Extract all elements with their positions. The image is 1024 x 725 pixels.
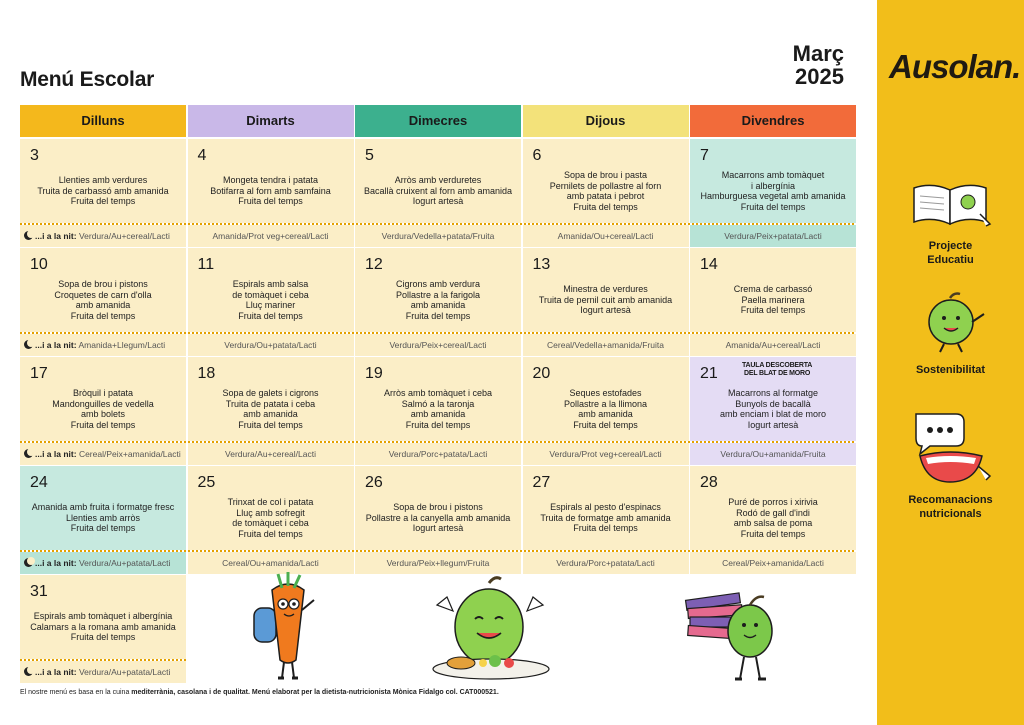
- meal-list: [525, 502, 687, 534]
- meal-line: Fruita del temps: [740, 528, 806, 539]
- meal-list: [692, 284, 854, 316]
- day-cell: [20, 466, 186, 550]
- meal-list: [190, 175, 352, 207]
- meal-line: Puré de porros i xirivia: [728, 497, 818, 507]
- meal-line: amb amanida: [410, 409, 466, 419]
- meal-line: Iogurt artesà: [747, 419, 799, 430]
- footer-bold: mediterrània, casolana i de qualitat. Menú elaborat per la dietista-nutricionista Mònica Fidalgo col. CAT000521.: [131, 689, 499, 696]
- night-label: ...i a la nit:: [35, 340, 77, 350]
- speech-mouth-icon: [906, 408, 996, 484]
- day-cell: [690, 357, 856, 441]
- dinner-suggestion: [355, 334, 521, 356]
- meal-line: Pollastre a la canyella amb amanida: [365, 512, 511, 523]
- dinner-suggestion: [188, 443, 354, 465]
- meal-line: Rodó de gall d'indi: [736, 507, 810, 518]
- apple-eating-salad-icon: [425, 575, 555, 687]
- meal-line: Arròs amb tomàquet i ceba: [383, 388, 493, 398]
- day-cell: [20, 139, 186, 223]
- weekday-header-row: [20, 105, 854, 137]
- moon-icon: [24, 449, 33, 458]
- moon-icon: [24, 558, 33, 567]
- meal-line: de tomàquet i ceba: [232, 289, 309, 300]
- meal-line: Espirals amb tomàquet i albergínia: [33, 611, 173, 622]
- dinner-suggestion: [690, 225, 856, 247]
- meal-line: Iogurt artesà: [412, 523, 464, 534]
- meal-list: [525, 284, 687, 316]
- meal-line: Bròquil i patata: [72, 388, 134, 398]
- meal-line: Cigrons amb verdura: [395, 279, 481, 289]
- brand-sidebar: [877, 0, 1024, 725]
- meal-line: Truita de pernil cuit amb amanida: [538, 294, 673, 305]
- meal-line: Fruita del temps: [573, 523, 638, 534]
- meal-line: Mongeta tendra i patata: [222, 175, 319, 186]
- meal-line: Macarrons al formatge: [727, 388, 819, 398]
- dinner-suggestion: [523, 225, 689, 247]
- meal-line: i albergínia: [750, 180, 796, 191]
- dinner-suggestion-text: Verdura/Vedella+patata/Fruita: [381, 231, 495, 241]
- meal-list: [22, 279, 184, 321]
- meal-list: [357, 279, 519, 321]
- day-number: 26: [365, 474, 383, 491]
- day-cell: [20, 248, 186, 332]
- recomanacions-label: Recomanacions nutricionals: [908, 494, 993, 520]
- meal-line: Pollastre a la llimona: [563, 398, 648, 409]
- day-cell: [523, 466, 689, 550]
- meal-line: Amanida amb fruita i formatge fresc: [31, 502, 175, 513]
- meal-line: Fruita del temps: [405, 419, 471, 430]
- dinner-suggestion: [20, 661, 186, 683]
- day-cell: [690, 248, 856, 332]
- dinner-suggestion-text: Verdura/Au+patata/Lacti: [78, 667, 171, 677]
- meal-line: Minestra de verdures: [563, 284, 648, 295]
- meal-list: [22, 388, 184, 430]
- day-cell: [188, 357, 354, 441]
- meal-list: [190, 388, 352, 430]
- dinner-suggestion-text: Cereal/Ou+amanida/Lacti: [222, 558, 319, 568]
- month-label: Març: [792, 41, 844, 66]
- meal-list: [692, 170, 854, 212]
- meal-line: Iogurt artesà: [580, 305, 631, 316]
- dinner-suggestion: [20, 443, 186, 465]
- apple-carrying-books-icon: [680, 575, 780, 687]
- day-number: 17: [30, 365, 48, 382]
- night-label: ...i a la nit:: [35, 231, 77, 241]
- meal-line: Sopa de brou i pistons: [58, 279, 148, 289]
- dinner-suggestion: [355, 552, 521, 574]
- meal-line: Mandonguilles de vedella: [52, 398, 154, 409]
- meal-line: Fruita del temps: [70, 523, 136, 534]
- day-cell: [355, 357, 521, 441]
- meal-line: Macarrons amb tomàquet: [721, 170, 825, 180]
- day-number: 18: [197, 365, 216, 382]
- dinner-suggestion-text: Amanida/Au+cereal/Lacti: [725, 340, 821, 350]
- meal-line: Seques estofades: [569, 388, 642, 398]
- day-number: 19: [365, 365, 383, 382]
- day-number: 10: [30, 256, 48, 273]
- dinner-suggestion: [523, 443, 689, 465]
- day-number: 27: [532, 474, 551, 491]
- month-year: [740, 42, 844, 88]
- day-cell: [690, 139, 856, 223]
- meal-line: Paella marinera: [741, 294, 805, 305]
- day-cell: [355, 248, 521, 332]
- dinner-suggestion-text: Verdura/Porc+patata/Lacti: [388, 449, 488, 459]
- dinner-suggestion-text: Verdura/Ou+patata/Lacti: [224, 340, 317, 350]
- day-number: 5: [365, 147, 374, 164]
- meal-list: [357, 502, 519, 534]
- meal-line: Sopa de brou i pistons: [393, 502, 483, 513]
- meal-line: Fruita del temps: [405, 310, 471, 321]
- meal-line: Fruita del temps: [238, 528, 303, 539]
- meal-line: Fruita del temps: [70, 632, 136, 643]
- day-number: 14: [700, 256, 718, 273]
- dinner-suggestion-text: Cereal/Vedella+amanida/Fruita: [547, 340, 664, 350]
- meal-line: Lluç mariner: [245, 300, 296, 310]
- meal-list: [357, 175, 519, 207]
- meal-list: [525, 170, 687, 212]
- meal-list: [22, 611, 184, 643]
- day-number: 13: [532, 256, 551, 273]
- book-icon: [906, 180, 996, 230]
- sostenibilitat-label: Sostenibilitat: [915, 364, 986, 376]
- meal-line: Llenties amb verdures: [58, 175, 148, 186]
- meal-line: Pollastre a la farigola: [395, 289, 481, 300]
- dinner-suggestion: [690, 443, 856, 465]
- meal-line: Botifarra al forn amb samfaina: [210, 185, 331, 196]
- sostenibilitat-link[interactable]: [877, 292, 1024, 377]
- dinner-suggestion-text: Verdura/Au+cereal/Lacti: [225, 449, 316, 459]
- meal-line: Calamars a la romana amb amanida: [30, 621, 176, 632]
- meal-list: [22, 175, 184, 207]
- meal-line: Arròs amb verduretes: [394, 175, 482, 186]
- dinner-suggestion-text: Verdura/Prot veg+cereal/Lacti: [549, 449, 662, 459]
- meal-line: amb salsa de poma: [733, 518, 813, 528]
- meal-line: amb amanida: [578, 409, 633, 419]
- dinner-suggestion-text: Verdura/Ou+amanida/Fruita: [720, 449, 826, 459]
- meal-line: amb amanida: [243, 409, 298, 419]
- day-number: 24: [30, 474, 48, 491]
- day-cell: [523, 139, 689, 223]
- meal-list: [22, 502, 184, 534]
- day-cell: [355, 139, 521, 223]
- night-label: ...i a la nit:: [35, 449, 77, 459]
- dinner-suggestion: [690, 552, 856, 574]
- meal-line: Llenties amb arròs: [65, 512, 141, 523]
- meal-list: [692, 388, 854, 430]
- day-cell: [20, 575, 186, 659]
- dinner-suggestion-text: Amanida/Ou+cereal/Lacti: [557, 231, 654, 241]
- meal-list: [190, 279, 352, 321]
- footer-prefix: El nostre menú es basa en la cuina: [20, 689, 132, 696]
- day-number: 12: [365, 256, 383, 273]
- meal-line: Espirals al pesto d'espinacs: [550, 502, 661, 513]
- dinner-suggestion: [20, 334, 186, 356]
- dinner-suggestion-text: Verdura/Au+cereal/Lacti: [78, 231, 170, 241]
- meal-line: Truita de formatge amb amanida: [540, 512, 671, 523]
- meal-line: Salmó a la taronja: [401, 398, 475, 409]
- night-label: ...i a la nit:: [35, 558, 77, 568]
- meal-line: Bacallà cruixent al forn amb amanida: [363, 185, 513, 196]
- meal-line: Sopa de brou i pasta: [563, 170, 648, 180]
- weekday-header-dijous: Dijous: [523, 105, 689, 137]
- weekday-header-dimecres: Dimecres: [355, 105, 521, 137]
- dinner-suggestion: [355, 225, 521, 247]
- day-number: 4: [197, 147, 207, 164]
- moon-icon: [24, 231, 33, 240]
- meal-line: amb amanida: [410, 300, 466, 310]
- meal-line: Fruita del temps: [573, 201, 638, 212]
- day-number: 25: [197, 474, 216, 491]
- day-cell: [188, 139, 354, 223]
- night-label: ...i a la nit:: [35, 667, 77, 677]
- day-cell: [20, 357, 186, 441]
- day-cell: [523, 357, 689, 441]
- dinner-suggestion-text: Cereal/Peix+amanida/Lacti: [722, 558, 824, 568]
- meal-line: Iogurt artesà: [412, 196, 464, 207]
- meal-list: [692, 497, 854, 539]
- meal-line: Fruita del temps: [238, 419, 303, 430]
- dinner-suggestion-text: Amanida/Prot veg+cereal/Lacti: [212, 231, 329, 241]
- page-title: Menú Escolar: [20, 68, 155, 91]
- meal-line: Croquetes de carn d'olla: [54, 289, 152, 300]
- dinner-suggestion-text: Verdura/Peix+llegum/Fruita: [386, 558, 490, 568]
- dinner-suggestion-text: Cereal/Peix+amanida/Lacti: [78, 449, 181, 459]
- meal-line: Fruita del temps: [70, 419, 136, 430]
- meal-line: Fruita del temps: [70, 196, 136, 207]
- meal-line: Trinxat de col i patata: [227, 497, 314, 507]
- day-number: 6: [532, 147, 542, 164]
- dinner-suggestion: [523, 334, 689, 356]
- meal-line: Espirals amb salsa: [232, 279, 309, 289]
- dinner-suggestion-text: Verdura/Au+patata/Lacti: [78, 558, 171, 568]
- meal-line: Sopa de galets i cigrons: [222, 388, 319, 398]
- meal-list: [190, 497, 352, 539]
- meal-line: Bunyols de bacallà: [735, 398, 811, 409]
- year-label: 2025: [795, 64, 844, 89]
- special-event-label: TAULA DESCOBERTA DEL BLAT DE MORO: [742, 362, 813, 377]
- meal-list: [525, 388, 687, 430]
- day-cell: [523, 248, 689, 332]
- meal-line: Fruita del temps: [238, 310, 303, 321]
- day-number: 20: [532, 365, 551, 382]
- weekday-header-dilluns: Dilluns: [20, 105, 186, 137]
- day-cell: [188, 466, 354, 550]
- day-number: 31: [30, 583, 48, 600]
- dinner-suggestion: [523, 552, 689, 574]
- moon-icon: [24, 667, 33, 676]
- day-cell: [355, 466, 521, 550]
- dinner-suggestion: [20, 225, 186, 247]
- meal-line: amb patata i pebrot: [566, 191, 645, 201]
- meal-line: Crema de carbassó: [733, 284, 813, 295]
- meal-line: de tomàquet i ceba: [232, 518, 309, 528]
- carrot-character-icon: [248, 570, 328, 685]
- meal-list: [357, 388, 519, 430]
- dinner-suggestion: [188, 225, 354, 247]
- day-number: 7: [700, 147, 709, 164]
- meal-line: amb bolets: [80, 409, 126, 419]
- dinner-suggestion-text: Verdura/Porc+patata/Lacti: [556, 558, 655, 568]
- meal-line: Fruita del temps: [573, 419, 638, 430]
- projecte-educatiu-link[interactable]: [877, 180, 1024, 267]
- apple-character-icon: [906, 292, 996, 354]
- footer-note: [20, 689, 499, 696]
- recomanacions-link[interactable]: [877, 408, 1024, 521]
- dinner-suggestion-text: Amanida+Llegum/Lacti: [78, 340, 166, 350]
- meal-line: Hamburguesa vegetal amb amanida: [700, 191, 846, 201]
- projecte-educatiu-label: Projecte Educatiu: [927, 240, 974, 266]
- dinner-suggestion: [20, 552, 186, 574]
- day-number: 3: [30, 147, 39, 164]
- meal-line: Truita de carbassó amb amanida: [37, 185, 169, 196]
- weekday-header-divendres: Divendres: [690, 105, 856, 137]
- meal-line: amb enciam i blat de moro: [719, 409, 827, 419]
- day-number: 28: [700, 474, 718, 491]
- day-cell: [690, 466, 856, 550]
- dinner-suggestion-text: Verdura/Peix+cereal/Lacti: [389, 340, 487, 350]
- moon-icon: [24, 340, 33, 349]
- meal-line: amb amanida: [75, 300, 131, 310]
- dinner-suggestion-text: Verdura/Peix+patata/Lacti: [724, 231, 822, 241]
- meal-line: Truita de patata i ceba: [225, 398, 316, 409]
- meal-line: Fruita del temps: [740, 305, 806, 316]
- meal-line: Fruita del temps: [70, 310, 136, 321]
- meal-line: Pernilets de pollastre al forn: [549, 180, 662, 191]
- day-number: 11: [197, 256, 215, 273]
- meal-line: Lluç amb sofregit: [236, 507, 305, 518]
- day-number: 21: [700, 365, 718, 382]
- meal-line: Fruita del temps: [238, 196, 303, 207]
- dinner-suggestion: [355, 443, 521, 465]
- meal-line: Fruita del temps: [740, 201, 806, 212]
- day-cell: [188, 248, 354, 332]
- ausolan-logo: Ausolan.: [889, 48, 1021, 85]
- dinner-suggestion: [188, 334, 354, 356]
- dinner-suggestion: [690, 334, 856, 356]
- weekday-header-dimarts: Dimarts: [188, 105, 354, 137]
